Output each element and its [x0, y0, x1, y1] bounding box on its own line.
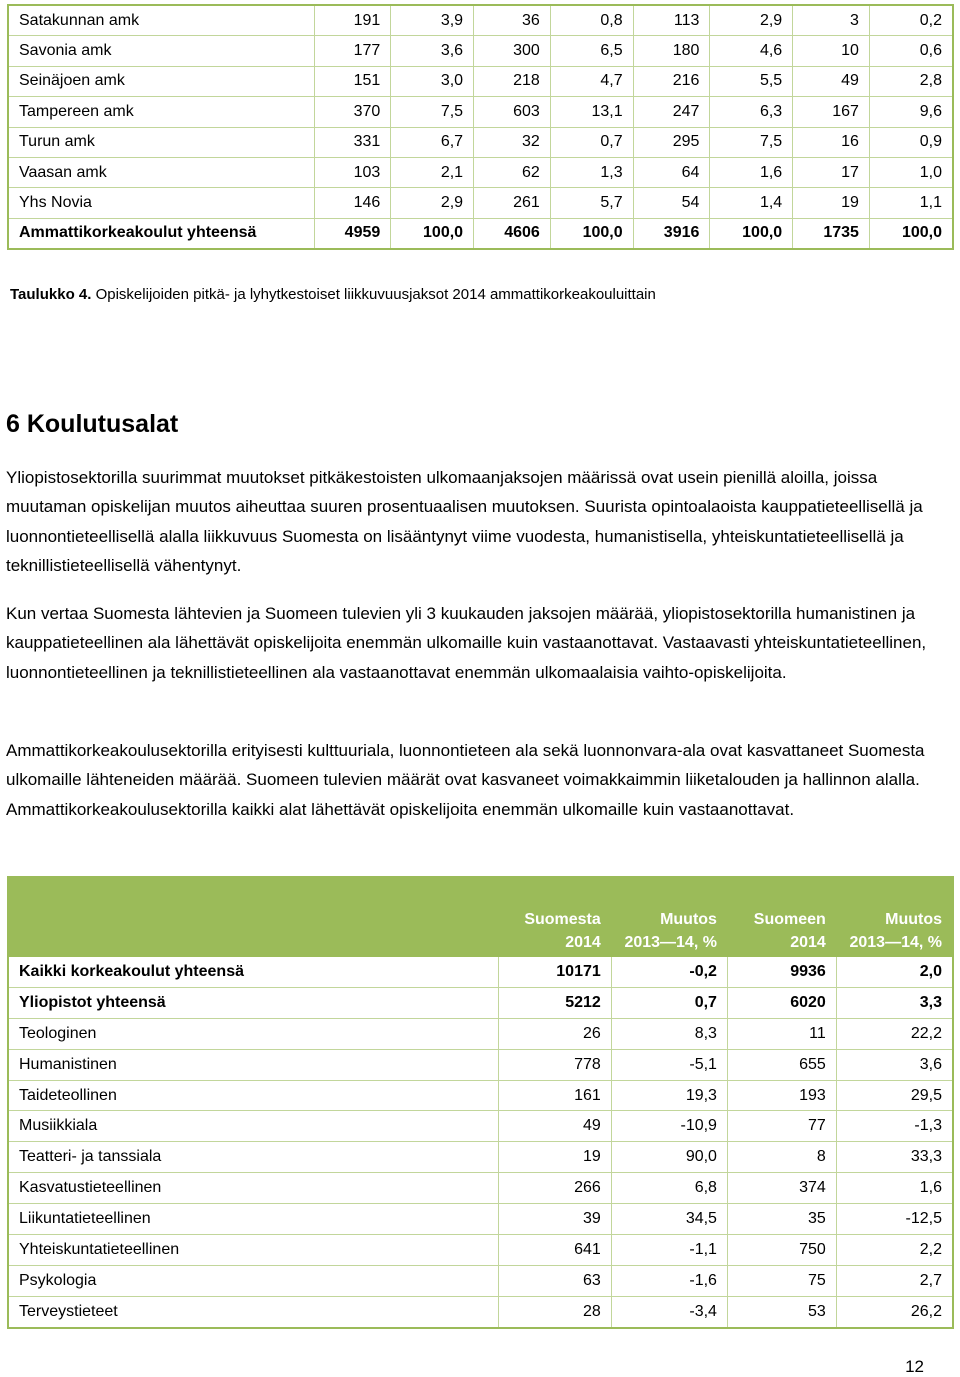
table-cell: 331	[314, 127, 391, 157]
table-cell: 2,1	[391, 157, 474, 187]
table-cell: 75	[727, 1265, 836, 1296]
table-cell: -0,2	[611, 957, 727, 988]
table-cell: 4959	[314, 218, 391, 249]
table-cell: 1,3	[550, 157, 633, 187]
table-cell: 151	[314, 66, 391, 96]
table-cell: 2,0	[836, 957, 953, 988]
total-row	[8, 218, 953, 249]
table-cell: -1,3	[836, 1111, 953, 1142]
table-cell: 191	[314, 5, 391, 36]
table-cell: 32	[474, 127, 551, 157]
row-label: Yhs Novia	[8, 188, 314, 218]
table-cell: 0,9	[869, 127, 953, 157]
row-label: Psykologia	[8, 1265, 498, 1296]
table-cell: 0,7	[550, 127, 633, 157]
table-cell: 28	[498, 1296, 611, 1327]
table-cell: 49	[498, 1111, 611, 1142]
row-label: Teologinen	[8, 1018, 498, 1049]
table-cell: -12,5	[836, 1204, 953, 1235]
table-cell: 4606	[474, 218, 551, 249]
table-cell: 177	[314, 36, 391, 66]
table-cell: 9,6	[869, 97, 953, 127]
table-cell: 3,9	[391, 5, 474, 36]
table-cell: 7,5	[710, 127, 793, 157]
table-cell: 167	[793, 97, 870, 127]
table-cell: 29,5	[836, 1080, 953, 1111]
row-label: Liikuntatieteellinen	[8, 1204, 498, 1235]
table-cell: 19,3	[611, 1080, 727, 1111]
table-cell: 1,4	[710, 188, 793, 218]
table-cell: 10	[793, 36, 870, 66]
table-cell: 8,3	[611, 1018, 727, 1049]
table-cell: 1,6	[836, 1173, 953, 1204]
table-cell: 0,8	[550, 5, 633, 36]
table-cell: 655	[727, 1049, 836, 1080]
column-header: Suomeen 2014	[727, 877, 836, 957]
table-cell: 36	[474, 5, 551, 36]
table-row	[8, 36, 953, 66]
table-cell: 100,0	[391, 218, 474, 249]
table-cell: 19	[498, 1142, 611, 1173]
table-cell: 778	[498, 1049, 611, 1080]
section-title: 6 Koulutusalat	[6, 410, 179, 438]
table-cell: 4,7	[550, 66, 633, 96]
table-cell: 0,6	[869, 36, 953, 66]
row-label: Yhteiskuntatieteellinen	[8, 1235, 498, 1266]
paragraph: Kun vertaa Suomesta lähtevien ja Suomeen tulevien yli 3 kuukauden jaksojen määrää, yliopistosektorilla humanistinen ja kauppatieteellinen ala lähettävät opiskelijoita enemmän ulkomaille kuin vastaanottavat. Vastaavasti yhteiskuntatieteellinen, luonnontieteellinen ja teknillistieteellinen ala vastaanottavat enemmän ulkomaalaisia vaihto-opiskelijoita.	[6, 604, 927, 682]
table-row	[8, 188, 953, 218]
table-row	[8, 66, 953, 96]
table-cell: 53	[727, 1296, 836, 1327]
table-cell: 261	[474, 188, 551, 218]
table-cell: 90,0	[611, 1142, 727, 1173]
paragraph: Ammattikorkeakoulusektorilla erityisesti kulttuuriala, luonnontieteen ala sekä luonnonvara-ala ovat kasvattaneet Suomesta ulkomaille lähteneiden määrää. Suomeen tulevien määrät ovat kasvaneet voimakkaimmin liiketalouden ja hallinnon alalla. Ammattikorkeakoulusektorilla kaikki alat lähettävät opiskelijoita enemmän ulkomaille kuin vastaanottavat.	[6, 741, 925, 819]
table-row	[8, 1111, 953, 1142]
table-cell: 64	[633, 157, 710, 187]
table-cell: 3,0	[391, 66, 474, 96]
table-row	[8, 1173, 953, 1204]
table-row	[8, 1265, 953, 1296]
table-cell: 5,7	[550, 188, 633, 218]
column-header: Suomesta 2014	[498, 877, 611, 957]
table-cell: 3	[793, 5, 870, 36]
table-cell: 161	[498, 1080, 611, 1111]
table-cell: 2,9	[710, 5, 793, 36]
table-cell: 1,6	[710, 157, 793, 187]
table-cell: 2,7	[836, 1265, 953, 1296]
header-row	[8, 877, 953, 957]
total-row	[8, 957, 953, 988]
table-cell: 39	[498, 1204, 611, 1235]
table-cell: 113	[633, 5, 710, 36]
row-label: Turun amk	[8, 127, 314, 157]
table-cell: 8	[727, 1142, 836, 1173]
table-cell: 300	[474, 36, 551, 66]
table-cell: 603	[474, 97, 551, 127]
table-cell: 63	[498, 1265, 611, 1296]
table-cell: 6,3	[710, 97, 793, 127]
table-row	[8, 1296, 953, 1327]
table-cell: 6,5	[550, 36, 633, 66]
table-cell: -1,1	[611, 1235, 727, 1266]
table-cell: 193	[727, 1080, 836, 1111]
table-cell: 26	[498, 1018, 611, 1049]
table-cell: 146	[314, 188, 391, 218]
column-header: Muutos 2013—14, %	[836, 877, 953, 957]
row-label: Vaasan amk	[8, 157, 314, 187]
mobility-by-amk-table	[7, 4, 954, 250]
row-label: Ammattikorkeakoulut yhteensä	[8, 218, 314, 249]
table-cell: 247	[633, 97, 710, 127]
table-cell: 54	[633, 188, 710, 218]
table-cell: 77	[727, 1111, 836, 1142]
table-cell: 13,1	[550, 97, 633, 127]
table-cell: 17	[793, 157, 870, 187]
row-label: Humanistinen	[8, 1049, 498, 1080]
table-cell: 1,0	[869, 157, 953, 187]
table-cell: 266	[498, 1173, 611, 1204]
table-cell: 62	[474, 157, 551, 187]
table-cell: 22,2	[836, 1018, 953, 1049]
table-cell: 100,0	[550, 218, 633, 249]
table-cell: 6,8	[611, 1173, 727, 1204]
table-cell: 10171	[498, 957, 611, 988]
caption-text: Opiskelijoiden pitkä- ja lyhytkestoiset liikkuvuusjaksot 2014 ammattikorkeakouluittain	[95, 286, 656, 303]
table-cell: 19	[793, 188, 870, 218]
table-row	[8, 1018, 953, 1049]
total-row	[8, 987, 953, 1018]
table-cell: -5,1	[611, 1049, 727, 1080]
table-cell: 3916	[633, 218, 710, 249]
table-cell: 5212	[498, 987, 611, 1018]
table-cell: 370	[314, 97, 391, 127]
table-row	[8, 1204, 953, 1235]
table-cell: 100,0	[869, 218, 953, 249]
row-label: Terveystieteet	[8, 1296, 498, 1327]
table-cell: 9936	[727, 957, 836, 988]
paragraph: Yliopistosektorilla suurimmat muutokset pitkäkestoisten ulkomaanjaksojen määrissä ovat usein pienillä aloilla, joissa muutaman opiskelijan muutos aiheuttaa suuren prosentuaalisen muutoksen. Suurista opintoalaoista kauppatieteellisellä ja luonnontieteellisellä alalla liikkuvuus Suomesta on lisääntynyt viime vuodesta, humanistisella, yhteiskuntatieteellisellä ja teknillistieteellisellä vähentynyt.	[6, 468, 923, 575]
table-cell: 33,3	[836, 1142, 953, 1173]
page-number: 12	[905, 1357, 924, 1376]
table-cell: 5,5	[710, 66, 793, 96]
row-label: Tampereen amk	[8, 97, 314, 127]
column-header: Muutos 2013—14, %	[611, 877, 727, 957]
table-cell: 7,5	[391, 97, 474, 127]
row-label: Satakunnan amk	[8, 5, 314, 36]
table-cell: 6,7	[391, 127, 474, 157]
row-label: Yliopistot yhteensä	[8, 987, 498, 1018]
table-cell: 26,2	[836, 1296, 953, 1327]
table-cell: -10,9	[611, 1111, 727, 1142]
row-label: Kasvatustieteellinen	[8, 1173, 498, 1204]
table-row	[8, 157, 953, 187]
table-row	[8, 5, 953, 36]
row-label: Taideteollinen	[8, 1080, 498, 1111]
table-cell: 374	[727, 1173, 836, 1204]
caption-label: Taulukko 4.	[10, 286, 92, 303]
table-cell: 3,6	[391, 36, 474, 66]
table-row	[8, 1080, 953, 1111]
table-cell: 103	[314, 157, 391, 187]
table-cell: 49	[793, 66, 870, 96]
table-cell: 641	[498, 1235, 611, 1266]
row-label: Teatteri- ja tanssiala	[8, 1142, 498, 1173]
table-cell: -1,6	[611, 1265, 727, 1296]
table-row	[8, 127, 953, 157]
table-cell: 0,2	[869, 5, 953, 36]
table-row	[8, 1049, 953, 1080]
table-cell: 218	[474, 66, 551, 96]
table-cell: 216	[633, 66, 710, 96]
table-cell: 180	[633, 36, 710, 66]
table-cell: -3,4	[611, 1296, 727, 1327]
table-cell: 34,5	[611, 1204, 727, 1235]
table-row	[8, 1235, 953, 1266]
column-header	[8, 877, 498, 957]
table-cell: 2,9	[391, 188, 474, 218]
row-label: Kaikki korkeakoulut yhteensä	[8, 957, 498, 988]
table-row	[8, 97, 953, 127]
table-cell: 750	[727, 1235, 836, 1266]
table-cell: 11	[727, 1018, 836, 1049]
table-row	[8, 1142, 953, 1173]
table-cell: 100,0	[710, 218, 793, 249]
table-cell: 2,2	[836, 1235, 953, 1266]
table-cell: 1,1	[869, 188, 953, 218]
table-cell: 295	[633, 127, 710, 157]
table-cell: 35	[727, 1204, 836, 1235]
row-label: Savonia amk	[8, 36, 314, 66]
table-cell: 3,3	[836, 987, 953, 1018]
table-cell: 0,7	[611, 987, 727, 1018]
table-caption	[10, 286, 656, 303]
row-label: Seinäjoen amk	[8, 66, 314, 96]
table-cell: 4,6	[710, 36, 793, 66]
table-cell: 3,6	[836, 1049, 953, 1080]
row-label: Musiikkiala	[8, 1111, 498, 1142]
table-cell: 1735	[793, 218, 870, 249]
mobility-by-field-table	[7, 876, 954, 1329]
table-cell: 16	[793, 127, 870, 157]
table-cell: 6020	[727, 987, 836, 1018]
table-cell: 2,8	[869, 66, 953, 96]
